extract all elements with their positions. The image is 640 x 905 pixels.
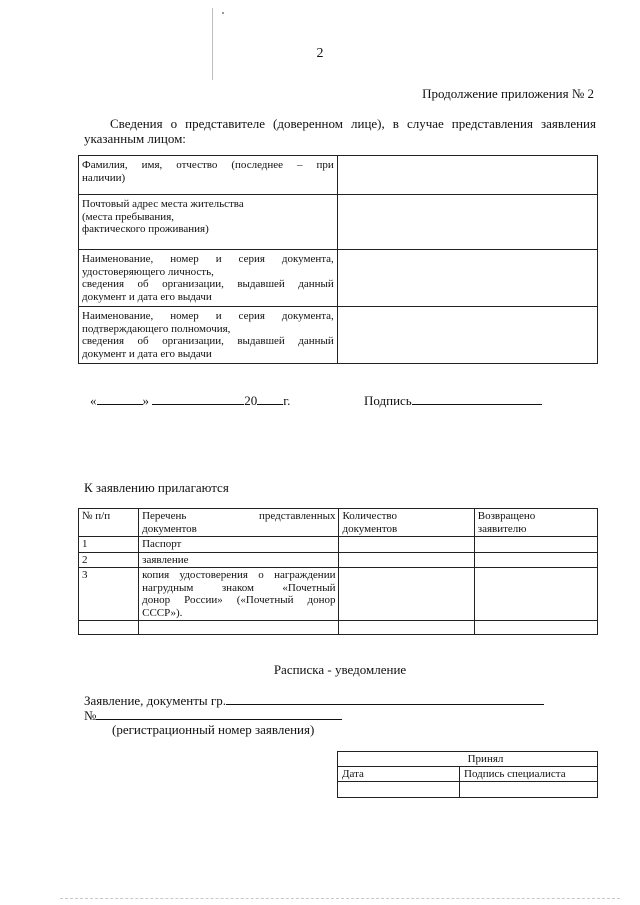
year-prefix: 20 [244,393,258,408]
page-number: 2 [316,46,324,61]
registration-number-blank[interactable] [96,707,342,720]
row-quantity[interactable] [339,621,474,635]
rep-id-document-label [79,250,338,307]
doc-line: СССР»). [142,606,183,619]
label-line: Наименование, номер и серия документа, [82,253,334,265]
label-line: Фамилия, имя, отчество (последнее – при [82,159,334,171]
signature-blank[interactable] [412,392,542,405]
specialist-signature-value[interactable] [460,782,598,798]
table-header-row [338,752,598,767]
label-line: удостоверяющего личность, [82,265,214,278]
row-quantity[interactable] [339,537,474,553]
table-row [338,782,598,798]
row-num: 2 [79,552,139,568]
row-document: заявление [139,552,339,568]
receipt-applicant-label: Заявление, документы гр. [84,693,226,708]
row-document: Паспорт [139,537,339,553]
row-returned[interactable] [474,621,597,635]
header-line: заявителю [477,522,527,535]
doc-line: копия удостоверения о награждении [142,569,336,581]
row-returned[interactable] [474,552,597,568]
row-num: 1 [79,537,139,553]
row-document [139,568,339,621]
header-returned [474,509,597,537]
label-line: (места пребывания, [82,210,175,223]
table-row [79,568,598,621]
year-suffix: г. [283,393,291,408]
header-quantity [339,509,474,537]
table-row [79,307,598,364]
receipt-title: Расписка - уведомление [273,662,407,677]
table-header-row [79,509,598,537]
header-line: документов [342,522,398,535]
label-line: документ и дата его выдачи [82,347,212,360]
row-returned[interactable] [474,537,597,553]
rep-full-name-value[interactable] [337,156,597,195]
date-field [90,392,290,409]
date-header: Дата [338,767,460,782]
rep-authority-document-value[interactable] [337,307,597,364]
rep-address-label [79,195,338,250]
scan-artifact-line [212,8,213,80]
table-row [79,537,598,553]
rep-id-document-value[interactable] [337,250,597,307]
label-line: Наименование, номер и серия документа, [82,310,334,322]
table-row [79,250,598,307]
rep-authority-document-label [79,307,338,364]
label-line: подтверждающего полномочия, [82,322,231,335]
day-blank[interactable] [97,392,143,405]
table-row [79,552,598,568]
header-line: Возвращено [477,510,536,522]
header-line: документов [142,522,197,535]
scan-artifact-dot [222,12,224,14]
rep-address-value[interactable] [337,195,597,250]
doc-line: нагрудным знаком «Почетный [142,581,336,594]
doc-line: донор России» («Почетный донор [142,594,336,606]
table-row [79,195,598,250]
row-document[interactable] [139,621,339,635]
accepted-table [337,751,598,798]
accepted-header: Принял [338,752,598,767]
label-line: документ и дата его выдачи [82,290,212,303]
date-value[interactable] [338,782,460,798]
header-line: Перечень представленных [142,510,336,522]
row-quantity[interactable] [339,568,474,621]
label-line: сведения об организации, выдавшей данный [82,278,334,290]
label-line: фактического проживания) [82,223,209,235]
row-num: 3 [79,568,139,621]
attachments-table [78,508,598,635]
label-line: наличии) [82,171,126,184]
row-num[interactable] [79,621,139,635]
header-line: Количество [342,510,398,522]
header-documents-list [139,509,339,537]
table-row [79,156,598,195]
quote-open: « [90,393,97,408]
representative-intro [84,116,596,146]
month-blank[interactable] [152,392,244,405]
label-line: Почтовый адрес места жительства [82,198,244,210]
rep-full-name-label [79,156,338,195]
signature-label: Подпись [364,393,412,408]
intro-line-2: указанным лицом: [84,131,186,146]
table-header-row [338,767,598,782]
table-row-empty [79,621,598,635]
attachments-title: К заявлению прилагаются [84,480,229,495]
applicant-name-blank[interactable] [226,692,544,705]
row-quantity[interactable] [339,552,474,568]
representative-table [78,155,598,364]
year-blank[interactable] [257,392,283,405]
header-num: № п/п [79,509,139,537]
intro-line-1: Сведения о представителе (доверенном лице), в случае представления заявления [110,116,596,131]
appendix-continuation: Продолжение приложения № 2 [422,86,594,101]
scan-artifact-bottom [60,898,620,899]
specialist-signature-header: Подпись специалиста [460,767,598,782]
signature-field [364,392,542,409]
row-returned[interactable] [474,568,597,621]
registration-note: (регистрационный номер заявления) [112,722,315,737]
quote-close: » [142,393,149,408]
label-line: сведения об организации, выдавшей данный [82,335,334,347]
receipt-number-label: № [84,708,97,723]
